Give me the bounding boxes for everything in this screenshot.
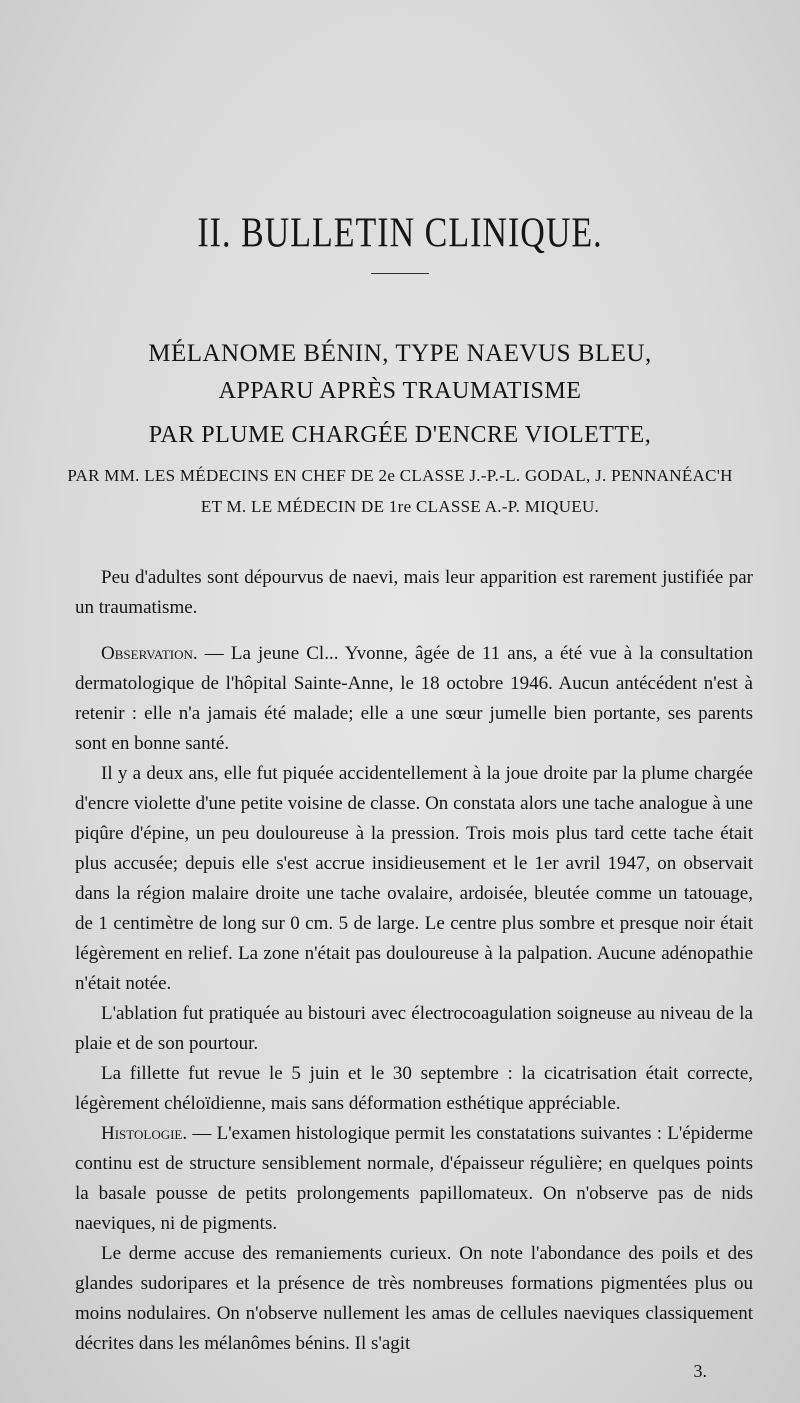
- history-paragraph: Il y a deux ans, elle fut piquée accidentellement à la joue droite par la plume chargée d'encre violette d'une petite voisine de classe. On constata alors une tache analogue à une piqûre d'épine, un peu douloureuse à la pression. Trois mois plus tard cette tache était plus accusée; depuis elle s'est accrue insidieusement et le 1er avril 1947, on observait dans la région malaire droite une tache ovalaire, ardoisée, bleutée comme un tatouage, de 1 centimètre de long sur 0 cm. 5 de large. Le centre plus sombre et presque noir était légèrement en relief. La zone n'était pas douloureuse à la palpation. Aucune adénopathie n'était notée.: [75, 763, 753, 994]
- authors-line-1: PAR MM. LES MÉDECINS EN CHEF DE 2e CLASSE J.-P.-L. GODAL, J. PENNANÉAC'H: [67, 466, 733, 485]
- histology-lead: Histologie.: [101, 1123, 188, 1144]
- authors-line-2: ET M. LE MÉDECIN DE 1re CLASSE A.-P. MIQUEU.: [200, 497, 600, 516]
- article-title-line-3: PAR PLUME CHARGÉE D'ENCRE VIOLETTE,: [148, 422, 652, 448]
- ablation-paragraph: L'ablation fut pratiquée au bistouri avec électrocoagulation soigneuse au niveau de la plaie et de son pourtour.: [75, 1003, 753, 1054]
- histology-paragraph: [75, 1119, 753, 1239]
- observation-text: — La jeune Cl... Yvonne, âgée de 11 ans, a été vue à la consultation dermatologique de l'hôpital Sainte-Anne, le 18 octobre 1946. Aucun antécédent n'est à retenir : elle n'a jamais été malade; elle a une sœur jumelle bien portante, ses parents sont en bonne santé.: [75, 643, 753, 754]
- histology-text: — L'examen histologique permit les constatations suivantes : L'épiderme continu est de structure sensiblement normale, d'épaisseur régulière; en quelques points la basale pousse de petits prolongements papillomateux. On n'observe pas de nids naeviques, ni de pigments.: [75, 1123, 753, 1234]
- intro-paragraph: Peu d'adultes sont dépourvus de naevi, mais leur apparition est rarement justifiée par un traumatisme.: [75, 567, 753, 618]
- title-rule: [371, 273, 429, 274]
- observation-lead: Observation.: [101, 643, 198, 664]
- article-body: [75, 563, 753, 1359]
- observation-paragraph: [75, 639, 753, 759]
- article-title-line-2: APPARU APRÈS TRAUMATISME: [218, 378, 582, 404]
- page-number: 3.: [693, 1361, 707, 1381]
- section-title: II. BULLETIN CLINIQUE.: [197, 210, 603, 257]
- followup-paragraph: La fillette fut revue le 5 juin et le 30 septembre : la cicatrisation était correcte, légèrement chéloïdienne, mais sans déformation esthétique appréciable.: [75, 1063, 753, 1114]
- article-title-line-1: MÉLANOME BÉNIN, TYPE NAEVUS BLEU,: [148, 340, 652, 367]
- derme-paragraph: Le derme accuse des remaniements curieux. On note l'abondance des poils et des glandes sudoripares et la présence de très nombreuses formations pigmentées plus ou moins nodulaires. On n'observe nullement les amas de cellules naeviques classiquement décrites dans les mélanômes bénins. Il s'agit: [75, 1243, 753, 1354]
